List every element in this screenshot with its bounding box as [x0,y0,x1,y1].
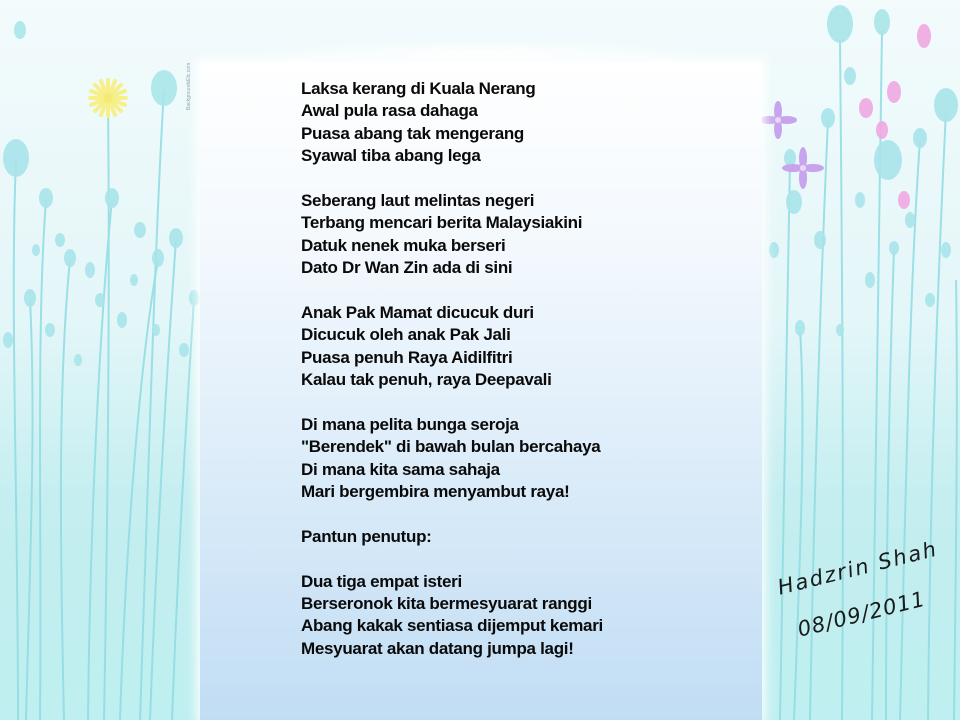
poem-line: Laksa kerang di Kuala Nerang [301,79,536,98]
stanza-gap [301,391,741,413]
poem-line: Anak Pak Mamat dicucuk duri [301,302,534,322]
stanza-gap [301,503,741,525]
poem-line: Berseronok kita bermesyuarat ranggi [301,593,592,613]
left-meadow-decoration [0,0,200,720]
poem-line: Seberang laut melintas negeri [301,190,535,210]
poem-line: Awal pula rasa dahaga [301,101,478,121]
poem-line: "Berendek" di bawah bulan bercahaya [301,437,601,457]
poem-line: Mesyuarat akan datang jumpa lagi! [301,638,574,658]
poem-line: Abang kakak sentiasa dijemput kemari [301,616,603,636]
poem-line: Puasa abang tak mengerang [301,123,525,143]
poem-line: Syawal tiba abang lega [301,146,481,166]
stanza-gap [301,280,741,302]
poem-line: Di mana kita sama sahaja [301,459,500,479]
stanza-gap [301,548,741,570]
author-signature: Hadzrin Shah [775,536,941,600]
background-credit: BackgroundsEtc.com [186,62,192,110]
star-flower-icon [760,101,797,139]
poem-line: Puasa penuh Raya Aidilfitri [301,347,513,367]
poem-line: Terbang mencari berita Malaysiakini [301,213,583,233]
daisy-icon [90,80,126,116]
poem-line: Datuk nenek muka berseri [301,235,506,255]
poem-line: Mari bergembira menyambut raya! [301,482,570,502]
poem-line: Kalau tak penuh, raya Deepavali [301,370,552,390]
poem-text [301,78,741,660]
closing-heading: Pantun penutup: [301,526,432,546]
stanza-gap [301,168,741,190]
panel-top-glow [230,40,730,66]
poem-line: Dato Dr Wan Zin ada di sini [301,258,513,278]
poem-line: Dua tiga empat isteri [301,571,462,591]
poem-line: Di mana pelita bunga seroja [301,414,519,434]
signature-date: 08/09/2011 [795,586,929,642]
poem-line: Dicucuk oleh anak Pak Jali [301,325,511,345]
